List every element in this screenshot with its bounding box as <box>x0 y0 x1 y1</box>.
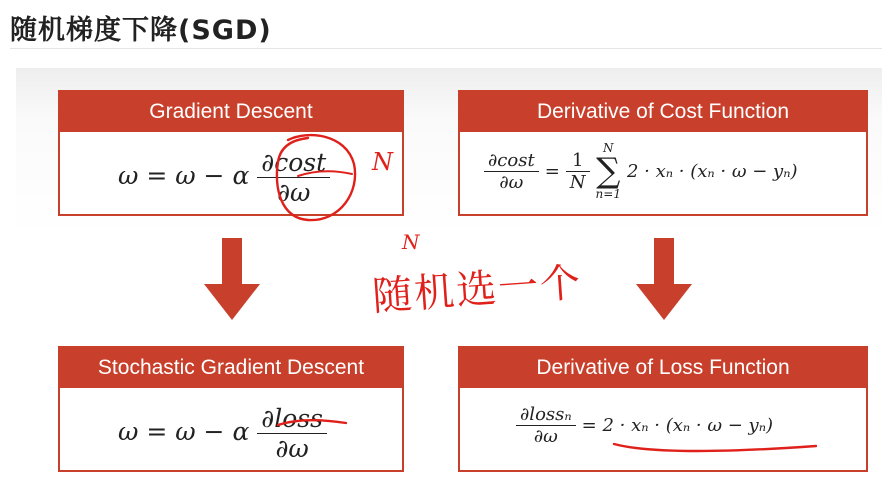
sum-lower-limit: n=1 <box>595 187 621 201</box>
sgd-card <box>58 346 404 472</box>
card-title: Derivative of Cost Function <box>460 92 866 132</box>
summation <box>596 142 621 200</box>
handwritten-circle <box>268 130 360 226</box>
denominator: ∂ω <box>275 434 309 463</box>
coefficient-fraction <box>566 150 590 193</box>
fraction <box>484 150 539 193</box>
numerator: ∂cost <box>484 150 539 172</box>
numerator: ∂loss <box>257 404 327 434</box>
down-arrow-left <box>204 238 260 320</box>
slide-image <box>16 68 882 487</box>
card-title: Derivative of Loss Function <box>460 348 866 388</box>
card-title: Stochastic Gradient Descent <box>60 348 402 388</box>
denominator: N <box>569 171 586 193</box>
equals-sign: = <box>544 160 560 182</box>
card-title: Gradient Descent <box>60 92 402 132</box>
cost-derivative-card <box>458 90 868 216</box>
sum-upper-limit: N <box>603 141 614 155</box>
handwritten-underline-loss <box>276 417 348 429</box>
handwritten-n-note: N <box>372 148 393 176</box>
fraction <box>257 404 327 463</box>
page-title: 随机梯度下降(SGD) <box>10 15 272 46</box>
formula-lhs: ω = ω − α <box>118 161 250 190</box>
formula-lhs: ω = ω − α <box>118 417 250 446</box>
sum-term: 2 · xₙ · (xₙ · ω − yₙ) <box>626 160 798 182</box>
title-divider <box>10 48 882 49</box>
sum-symbol: ∑ <box>596 151 621 191</box>
numerator: 1 <box>566 150 590 172</box>
numerator: ∂lossₙ <box>516 404 576 426</box>
numerator: ∂cost <box>257 148 330 178</box>
handwritten-n-note-2: N <box>402 230 420 254</box>
denominator: ∂ω <box>277 178 311 207</box>
denominator: ∂ω <box>499 171 524 193</box>
denominator: ∂ω <box>533 426 558 447</box>
handwritten-random-note: 随机选一个 <box>370 259 584 321</box>
fraction <box>516 404 576 447</box>
handwritten-underline-rhs <box>612 440 818 456</box>
down-arrow-right <box>636 238 692 320</box>
formula-rhs: = 2 · xₙ · (xₙ · ω − yₙ) <box>581 415 774 436</box>
